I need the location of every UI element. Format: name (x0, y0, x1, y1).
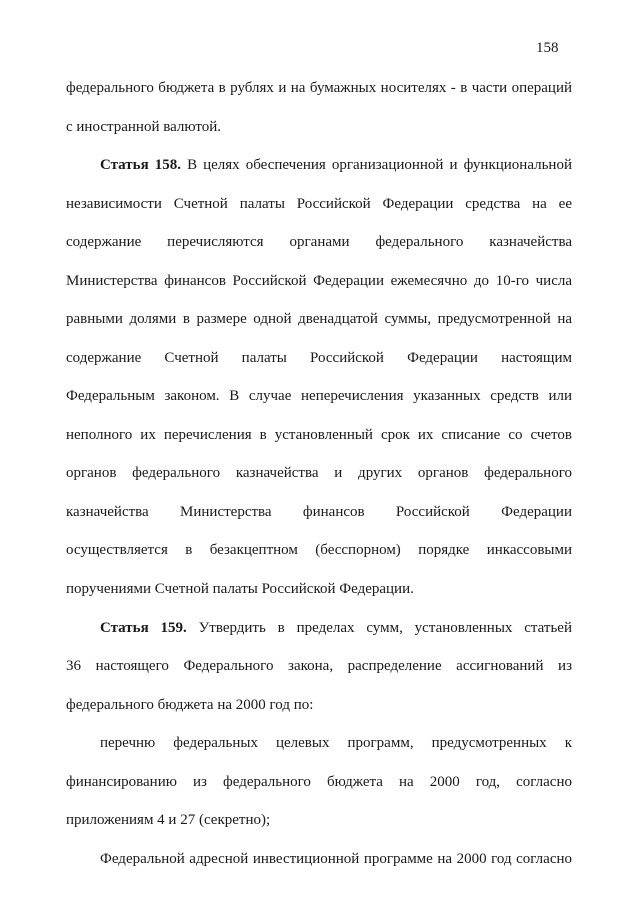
line-text: независимости Счетной палаты Российской Федерации средства на ее (66, 196, 572, 212)
line-text: Федеральной адресной инвестиционной программе на 2000 год согласно (100, 851, 572, 867)
text-line (66, 78, 572, 98)
line-text: 36 настоящего Федерального закона, распределение ассигнований из (66, 658, 572, 674)
line-text: федерального бюджета в рублях и на бумажных носителях - в части операций (66, 80, 572, 96)
text-line (66, 117, 572, 137)
text-line (66, 194, 572, 214)
text-line (66, 772, 572, 792)
page-number: 158 (536, 40, 559, 56)
line-text: осуществляется в безакцептном (бесспорном) порядке инкассовыми (66, 542, 572, 558)
line-text: неполного их перечисления в установленный срок их списание со счетов (66, 427, 572, 443)
line-text: федерального бюджета на 2000 год по: (66, 697, 314, 713)
text-line (66, 695, 572, 715)
article-heading: Статья 159. (100, 620, 187, 636)
text-line (66, 656, 572, 676)
line-text: Министерства финансов Российской Федерации ежемесячно до 10-го числа (66, 273, 572, 289)
text-line (66, 579, 572, 599)
text-line (66, 502, 572, 522)
text-line (66, 425, 572, 445)
line-text: содержание Счетной палаты Российской Федерации настоящим (66, 350, 572, 366)
line-text: с иностранной валютой. (66, 119, 222, 135)
text-line (66, 810, 572, 830)
text-line (100, 618, 572, 638)
line-text: финансированию из федерального бюджета на 2000 год, согласно (66, 774, 572, 790)
text-line (66, 463, 572, 483)
line-text: приложениям 4 и 27 (секретно); (66, 812, 271, 828)
line-text: В целях обеспечения организационной и функциональной (181, 157, 572, 173)
text-line (100, 849, 572, 869)
text-line (66, 386, 572, 406)
text-line (100, 155, 572, 175)
text-line (66, 232, 572, 252)
line-text: поручениями Счетной палаты Российской Федерации. (66, 581, 414, 597)
line-text: перечню федеральных целевых программ, предусмотренных к (100, 735, 572, 751)
text-line (66, 540, 572, 560)
text-line (66, 309, 572, 329)
line-text: равными долями в размере одной двенадцатой суммы, предусмотренной на (66, 311, 572, 327)
text-line (66, 271, 572, 291)
line-text: органов федерального казначейства и других органов федерального (66, 465, 572, 481)
line-text: Утвердить в пределах сумм, установленных статьей (186, 620, 572, 636)
line-text: Федеральным законом. В случае неперечисления указанных средств или (66, 388, 572, 404)
text-line (100, 733, 572, 753)
text-line (66, 348, 572, 368)
line-text: казначейства Министерства финансов Российской Федерации (66, 504, 572, 520)
article-heading: Статья 158. (100, 157, 182, 173)
line-text: содержание перечисляются органами федерального казначейства (66, 234, 572, 250)
